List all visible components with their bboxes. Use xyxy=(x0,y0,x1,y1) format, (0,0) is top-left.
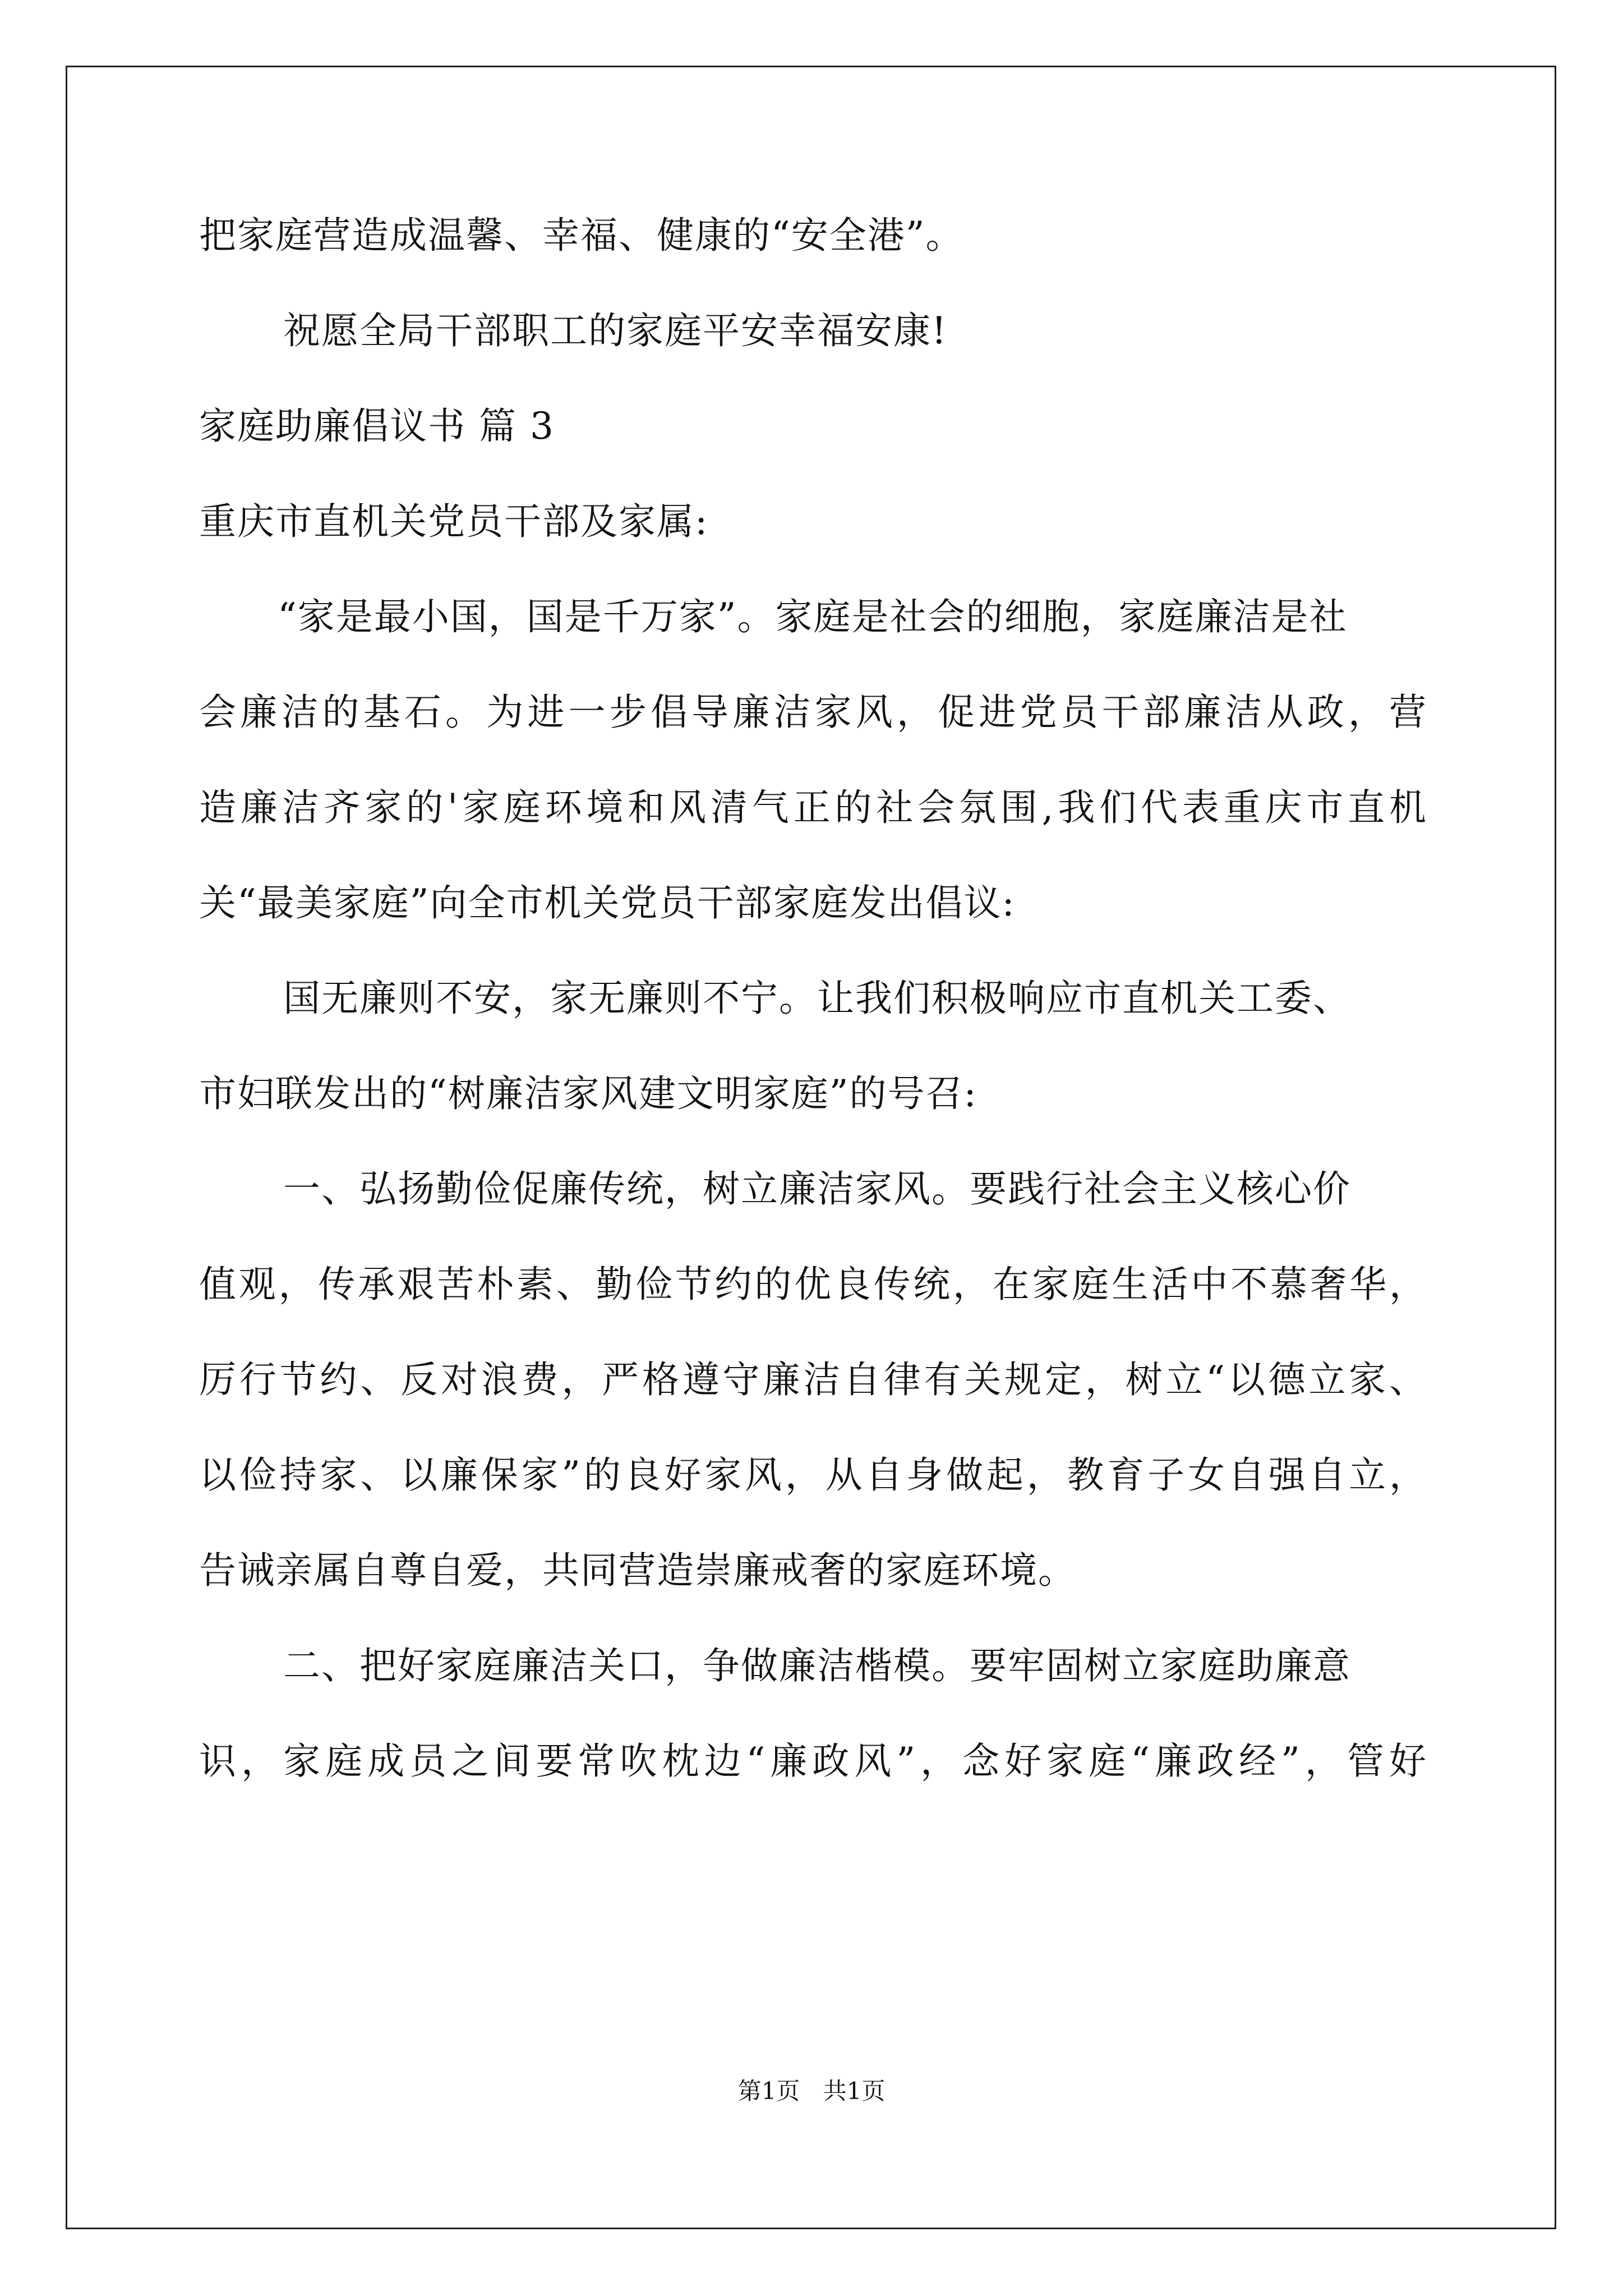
paragraph-line: 关“最美家庭”向全市机关党员干部家庭发出倡议: xyxy=(199,881,1016,924)
page-border xyxy=(66,66,1556,2229)
paragraph-line: 识，家庭成员之间要常吹枕边“廉政风”，念好家庭“廉政经”，管好 xyxy=(199,1740,1427,1783)
paragraph-line: 一、弘扬勤俭促廉传统，树立廉洁家风。要践行社会主义核心价 xyxy=(283,1167,1351,1211)
paragraph-line: 告诫亲属自尊自爱，共同营造崇廉戒奢的家庭环境。 xyxy=(199,1549,1076,1592)
paragraph-line: 会廉洁的基石。为进一步倡导廉洁家风，促进党员干部廉洁从政，营 xyxy=(199,691,1427,734)
paragraph-line: 造廉洁齐家的'家庭环境和风清气正的社会氛围,我们代表重庆市直机 xyxy=(199,786,1427,829)
page-number-total: 共1页 xyxy=(823,2077,886,2105)
section-heading: 家庭助廉倡议书 篇 3 xyxy=(199,404,555,448)
paragraph-line: 祝愿全局干部职工的家庭平安幸福安康! xyxy=(283,309,948,352)
paragraph-line: 值观，传承艰苦朴素、勤俭节约的优良传统，在家庭生活中不慕奢华， xyxy=(199,1263,1427,1306)
paragraph-line: 以俭持家、以廉保家”的良好家风，从自身做起，教育子女自强自立， xyxy=(199,1453,1427,1497)
paragraph-line: “家是最小国，国是千万家”。家庭是社会的细胞，家庭廉洁是社 xyxy=(278,595,1348,638)
paragraph-line: 厉行节约、反对浪费，严格遵守廉洁自律有关规定，树立“以德立家、 xyxy=(199,1358,1427,1401)
paragraph-line: 国无廉则不安，家无廉则不宁。让我们积极响应市直机关工委、 xyxy=(283,977,1351,1020)
paragraph-line: 把家庭营造成温馨、幸福、健康的“安全港”。 xyxy=(199,214,964,257)
page-footer xyxy=(0,2074,1623,2108)
paragraph-line: 市妇联发出的“树廉洁家风建文明家庭”的号召: xyxy=(199,1072,978,1115)
page-number-current: 第1页 xyxy=(737,2077,800,2105)
paragraph-line: 二、把好家庭廉洁关口，争做廉洁楷模。要牢固树立家庭助廉意 xyxy=(283,1644,1351,1687)
salutation: 重庆市直机关党员干部及家属: xyxy=(199,500,709,543)
